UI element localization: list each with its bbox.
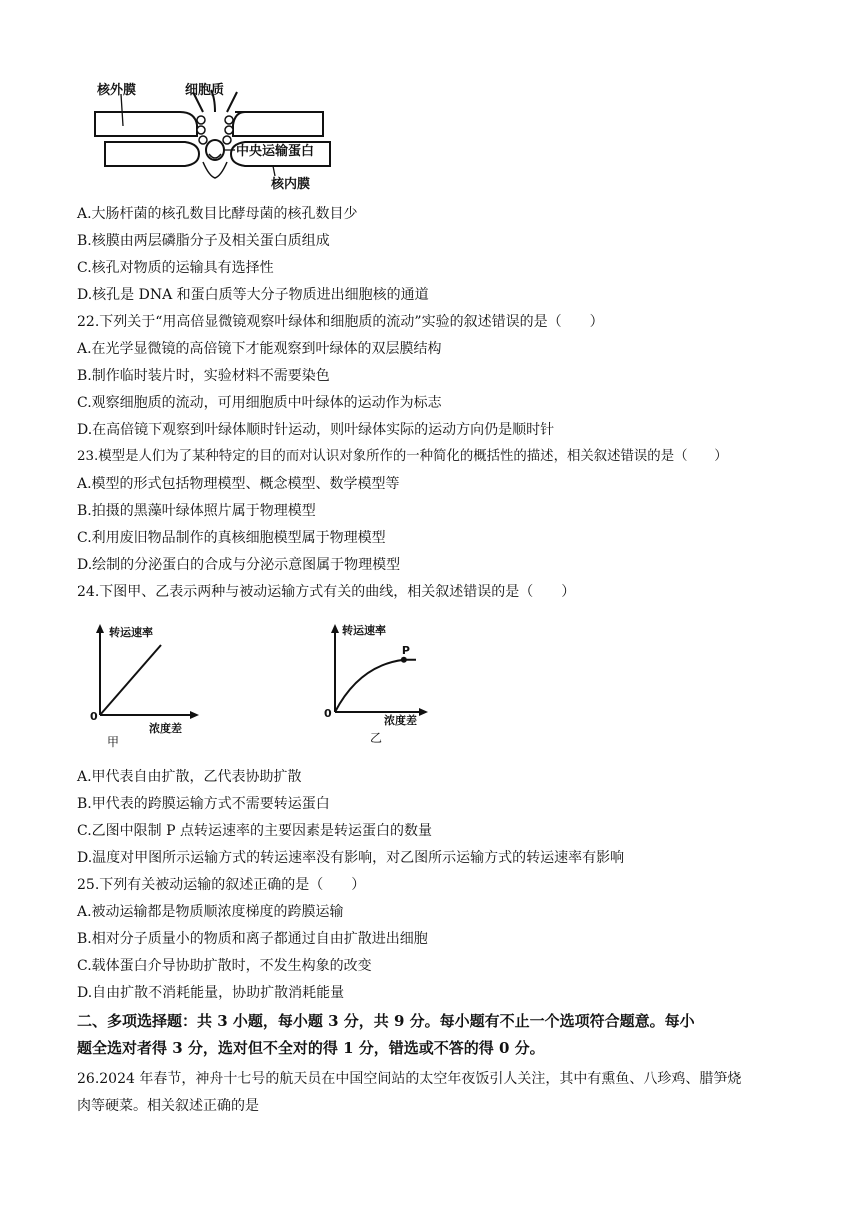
q22-option-a: A.在光学显微镜的高倍镜下才能观察到叶绿体的双层膜结构: [77, 341, 442, 357]
q23-option-a: A.模型的形式包括物理模型、概念模型、数学模型等: [77, 476, 400, 492]
jia-ylabel: 转运速率: [109, 626, 153, 639]
q21-option-a: A.大肠杆菌的核孔数目比酵母菌的核孔数目少: [77, 206, 358, 222]
yi-xlabel: 浓度差: [384, 714, 417, 727]
q22-option-b: B.制作临时装片时，实验材料不需要染色: [77, 368, 330, 384]
q22-option-c: C.观察细胞质的流动，可用细胞质中叶绿体的运动作为标志: [77, 395, 442, 411]
section2-heading-line1: 二、多项选择题：共 3 小题，每小题 3 分，共 9 分。每小题有不止一个选项符合题意。每小: [77, 1012, 695, 1030]
jia-series-line: [100, 645, 161, 715]
jia-title: 甲: [107, 735, 120, 749]
section2-heading-line2: 题全选对者得 3 分，选对但不全对的得 1 分，错选或不答的得 0 分。: [77, 1039, 545, 1057]
nuclear-pore-figure: [85, 80, 345, 192]
yi-origin: 0: [324, 707, 332, 720]
label-outer-membrane: 核外膜: [97, 83, 137, 98]
q24-stem: 24.下图甲、乙表示两种与被动运输方式有关的曲线，相关叙述错误的是（ ）: [77, 584, 576, 600]
chart-yi: [320, 620, 430, 750]
q23-option-b: B.拍摄的黑藻叶绿体照片属于物理模型: [77, 503, 316, 519]
label-inner-membrane: 核内膜: [271, 177, 311, 192]
jia-origin: 0: [90, 710, 98, 723]
yi-title: 乙: [370, 731, 383, 745]
q22-option-d: D.在高倍镜下观察到叶绿体顺时针运动，则叶绿体实际的运动方向仍是顺时针: [77, 422, 555, 438]
q24-option-d: D.温度对甲图所示运输方式的转运速率没有影响，对乙图所示运输方式的转运速率有影响: [77, 850, 625, 866]
q21-option-c: C.核孔对物质的运输具有选择性: [77, 260, 274, 276]
q25-option-b: B.相对分子质量小的物质和离子都通过自由扩散进出细胞: [77, 931, 428, 947]
q26-stem-line1: 26.2024 年春节，神舟十七号的航天员在中国空间站的太空年夜饭引人关注，其中有熏鱼、八珍鸡、腊笋烧: [77, 1071, 742, 1087]
q23-option-d: D.绘制的分泌蛋白的合成与分泌示意图属于物理模型: [77, 557, 401, 573]
label-cytoplasm: 细胞质: [185, 83, 225, 98]
q25-stem: 25.下列有关被动运输的叙述正确的是（ ）: [77, 877, 366, 893]
q24-option-a: A.甲代表自由扩散，乙代表协助扩散: [77, 769, 302, 785]
yi-point-p: [401, 657, 407, 663]
chart-jia: [85, 620, 205, 750]
q22-stem: 22.下列关于“用高倍显微镜观察叶绿体和细胞质的流动”实验的叙述错误的是（ ）: [77, 314, 604, 330]
q24-option-b: B.甲代表的跨膜运输方式不需要转运蛋白: [77, 796, 330, 812]
q23-option-c: C.利用废旧物品制作的真核细胞模型属于物理模型: [77, 530, 386, 546]
q26-stem-line2: 肉等硬菜。相关叙述正确的是: [77, 1098, 259, 1114]
jia-xlabel: 浓度差: [149, 722, 182, 735]
yi-series-line: [335, 660, 416, 712]
q25-option-a: A.被动运输都是物质顺浓度梯度的跨膜运输: [77, 904, 344, 920]
q25-option-d: D.自由扩散不消耗能量，协助扩散消耗能量: [77, 985, 345, 1001]
yi-point-label: P: [401, 643, 410, 657]
yi-ylabel: 转运速率: [342, 624, 386, 637]
q24-option-c: C.乙图中限制 P 点转运速率的主要因素是转运蛋白的数量: [77, 823, 432, 839]
label-central-protein: 中央运输蛋白: [236, 144, 315, 159]
q25-option-c: C.载体蛋白介导协助扩散时，不发生构象的改变: [77, 958, 372, 974]
q21-option-d: D.核孔是 DNA 和蛋白质等大分子物质进出细胞核的通道: [77, 287, 429, 303]
q21-option-b: B.核膜由两层磷脂分子及相关蛋白质组成: [77, 233, 330, 249]
q23-stem: 23.模型是人们为了某种特定的目的而对认识对象所作的一种简化的概括性的描述，相关叙述错误的是（ ）: [77, 449, 728, 464]
